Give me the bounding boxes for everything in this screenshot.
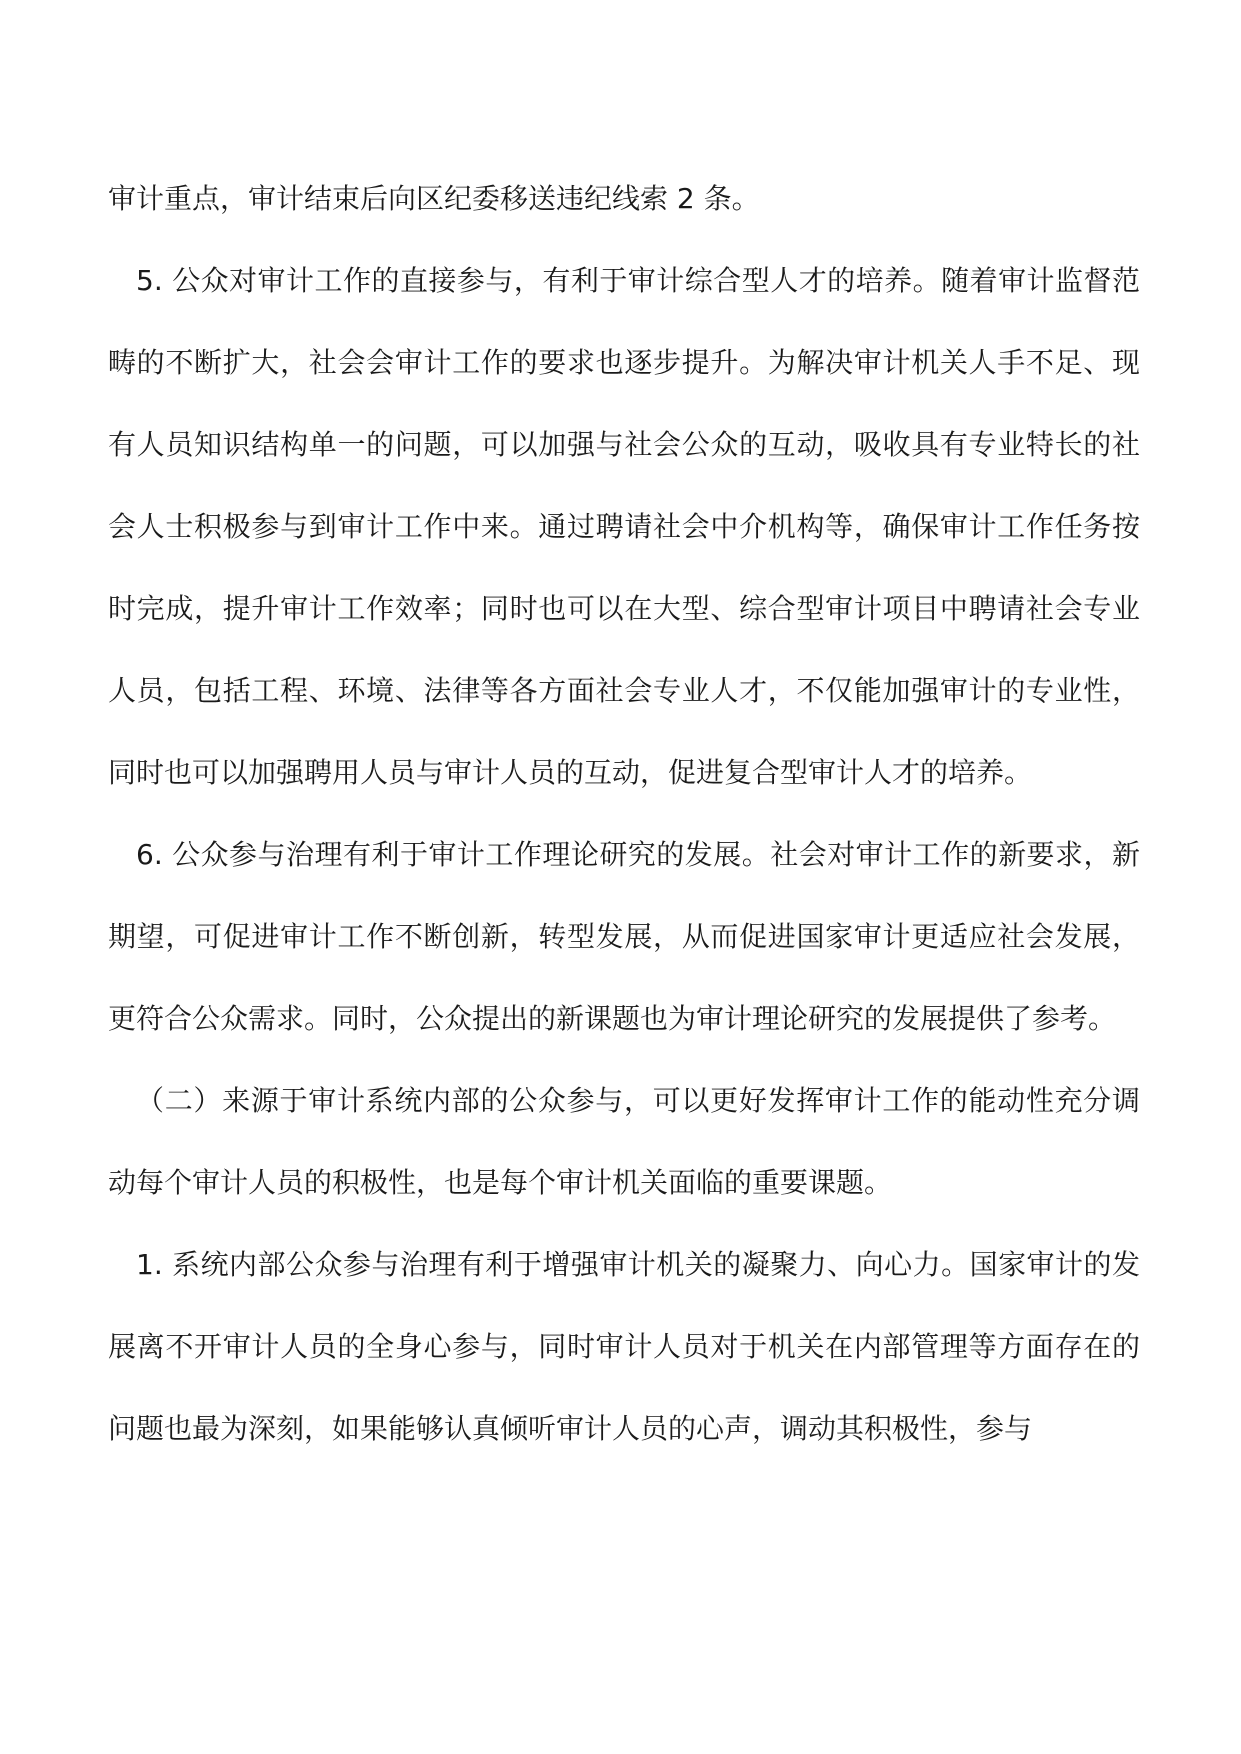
document-body — [108, 158, 1140, 1470]
paragraph-item-1: 1. 系统内部公众参与治理有利于增强审计机关的凝聚力、向心力。国家审计的发展离不开审计人员的全身心参与，同时审计人员对于机关在内部管理等方面存在的问题也最为深刻，如果能够认真倾听审计人员的心声，调动其积极性，参与 — [108, 1248, 1140, 1445]
paragraph-continuation: 审计重点，审计结束后向区纪委移送违纪线索 2 条。 — [108, 182, 760, 215]
paragraph-item-5: 5. 公众对审计工作的直接参与，有利于审计综合型人才的培养。随着审计监督范畴的不断扩大，社会会审计工作的要求也逐步提升。为解决审计机关人手不足、现有人员知识结构单一的问题，可以加强与社会公众的互动，吸收具有专业特长的社会人士积极参与到审计工作中来。通过聘请社会中介机构等，确保审计工作任务按时完成，提升审计工作效率；同时也可以在大型、综合型审计项目中聘请社会专业人员，包括工程、环境、法律等各方面社会专业人才，不仅能加强审计的专业性，同时也可以加强聘用人员与审计人员的互动，促进复合型审计人才的培养。 — [108, 264, 1140, 789]
paragraph-item-6: 6. 公众参与治理有利于审计工作理论研究的发展。社会对审计工作的新要求，新期望，可促进审计工作不断创新，转型发展，从而促进国家审计更适应社会发展，更符合公众需求。同时，公众提出的新课题也为审计理论研究的发展提供了参考。 — [108, 838, 1140, 1035]
paragraph-section-2: （二）来源于审计系统内部的公众参与，可以更好发挥审计工作的能动性充分调动每个审计人员的积极性，也是每个审计机关面临的重要课题。 — [108, 1084, 1140, 1199]
